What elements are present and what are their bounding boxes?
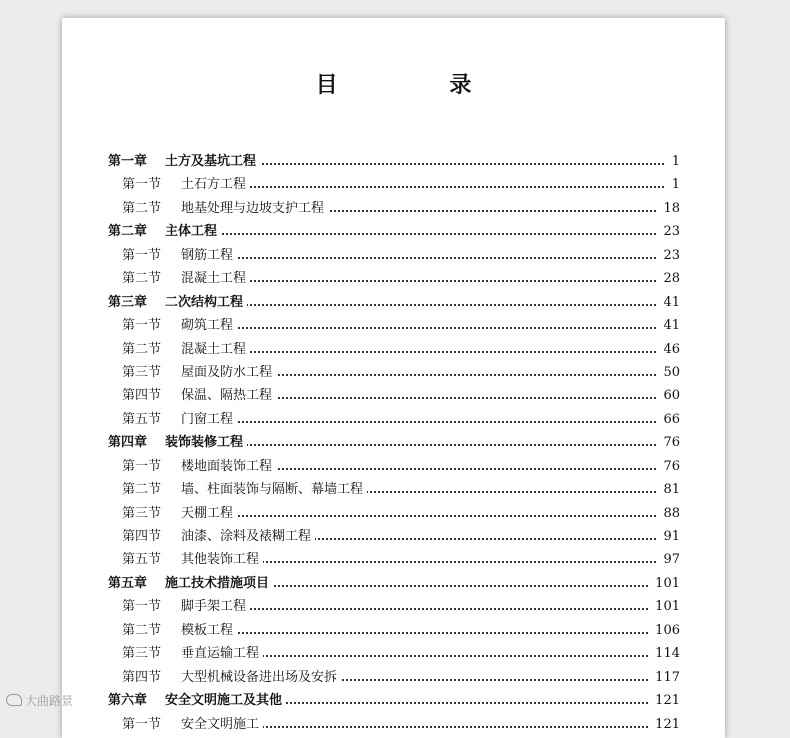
toc-section-entry[interactable] [62,314,725,337]
entry-title: 混凝土工程 [181,338,250,361]
toc-section-entry[interactable] [62,173,725,196]
toc-chapter-entry[interactable] [62,220,725,243]
entry-title: 土方及基坑工程 [165,150,260,173]
entry-title: 天棚工程 [181,502,237,525]
entry-number: 第一节 [122,455,161,478]
toc-chapter-entry[interactable] [62,291,725,314]
entry-number: 第一章 [108,150,147,173]
entry-number: 第一节 [122,713,161,736]
entry-number: 第五章 [108,572,147,595]
watermark [6,692,73,709]
entry-title: 墙、柱面装饰与隔断、幕墙工程 [181,478,367,501]
entry-title: 砌筑工程 [181,314,237,337]
toc-section-entry[interactable] [62,244,725,267]
entry-title: 脚手架工程 [181,595,250,618]
entry-title: 大型机械设备进出场及安拆 [181,666,341,689]
toc-section-entry[interactable] [62,455,725,478]
entry-page-number: 101 [649,595,680,618]
entry-page-number: 50 [657,361,680,384]
entry-title: 屋面及防水工程 [181,361,276,384]
toc-section-entry[interactable] [62,478,725,501]
entry-number: 第四节 [122,384,161,407]
entry-number: 第一节 [122,314,161,337]
toc-chapter-entry[interactable] [62,150,725,173]
entry-page-number: 97 [657,548,680,571]
entry-page-number: 121 [649,689,680,712]
entry-page-number: 117 [649,666,680,689]
entry-page-number: 81 [657,478,680,501]
toc-section-entry[interactable] [62,197,725,220]
toc-section-entry[interactable] [62,408,725,431]
entry-title: 主体工程 [165,220,221,243]
entry-number: 第四章 [108,431,147,454]
entry-page-number: 88 [657,502,680,525]
toc-chapter-entry[interactable] [62,689,725,712]
document-page [62,18,725,738]
page-title: 目 录 [315,72,524,98]
entry-page-number: 46 [657,338,680,361]
dot-leader [181,632,680,634]
entry-page-number: 76 [657,431,680,454]
entry-page-number: 23 [657,244,680,267]
watermark-text: 大曲路景 [25,694,74,708]
entry-page-number: 101 [649,572,680,595]
entry-number: 第二节 [122,267,161,290]
toc-section-entry[interactable] [62,384,725,407]
entry-number: 第一节 [122,244,161,267]
toc-section-entry[interactable] [62,713,725,736]
toc-section-entry[interactable] [62,642,725,665]
toc-section-entry[interactable] [62,338,725,361]
entry-number: 第四节 [122,666,161,689]
entry-number: 第三节 [122,361,161,384]
entry-title: 二次结构工程 [165,291,247,314]
entry-number: 第二章 [108,220,147,243]
toc-section-entry[interactable] [62,595,725,618]
entry-title: 钢筋工程 [181,244,237,267]
entry-number: 第三章 [108,291,147,314]
toc-section-entry[interactable] [62,619,725,642]
dot-leader [181,515,680,517]
toc-section-entry[interactable] [62,267,725,290]
dot-leader [181,421,680,423]
entry-title: 门窗工程 [181,408,237,431]
entry-page-number: 1 [666,150,680,173]
entry-page-number: 121 [649,713,680,736]
toc-chapter-entry[interactable] [62,431,725,454]
entry-title: 地基处理与边坡支护工程 [181,197,328,220]
entry-page-number: 91 [657,525,680,548]
entry-page-number: 114 [649,642,680,665]
entry-number: 第一节 [122,173,161,196]
toc-section-entry[interactable] [62,666,725,689]
chat-bubble-icon [6,694,22,706]
entry-number: 第五节 [122,408,161,431]
dot-leader [165,233,680,235]
dot-leader [181,257,680,259]
entry-page-number: 60 [657,384,680,407]
entry-number: 第三节 [122,502,161,525]
entry-title: 混凝土工程 [181,267,250,290]
entry-number: 第一节 [122,595,161,618]
entry-title: 施工技术措施项目 [165,572,273,595]
entry-number: 第六章 [108,689,147,712]
entry-number: 第二节 [122,619,161,642]
dot-leader [181,351,680,353]
entry-page-number: 41 [657,291,680,314]
entry-title: 模板工程 [181,619,237,642]
entry-title: 楼地面装饰工程 [181,455,276,478]
entry-number: 第三节 [122,642,161,665]
entry-title: 保温、隔热工程 [181,384,276,407]
entry-title: 其他装饰工程 [181,548,263,571]
entry-number: 第二节 [122,478,161,501]
entry-page-number: 1 [666,173,680,196]
entry-number: 第二节 [122,338,161,361]
entry-number: 第二节 [122,197,161,220]
entry-number: 第四节 [122,525,161,548]
toc-section-entry[interactable] [62,525,725,548]
entry-title: 安全文明施工及其他 [165,689,286,712]
entry-page-number: 18 [657,197,680,220]
entry-page-number: 106 [649,619,680,642]
table-of-contents [62,150,725,736]
entry-page-number: 76 [657,455,680,478]
toc-chapter-entry[interactable] [62,572,725,595]
dot-leader [181,186,680,188]
dot-leader [181,280,680,282]
entry-page-number: 23 [657,220,680,243]
entry-title: 装饰装修工程 [165,431,247,454]
toc-section-entry[interactable] [62,502,725,525]
entry-page-number: 66 [657,408,680,431]
entry-number: 第五节 [122,548,161,571]
dot-leader [181,327,680,329]
dot-leader [181,608,680,610]
entry-title: 土石方工程 [181,173,250,196]
entry-title: 垂直运输工程 [181,642,263,665]
entry-page-number: 28 [657,267,680,290]
entry-title: 油漆、涂料及裱糊工程 [181,525,315,548]
toc-section-entry[interactable] [62,548,725,571]
entry-page-number: 41 [657,314,680,337]
toc-section-entry[interactable] [62,361,725,384]
entry-title: 安全文明施工 [181,713,263,736]
